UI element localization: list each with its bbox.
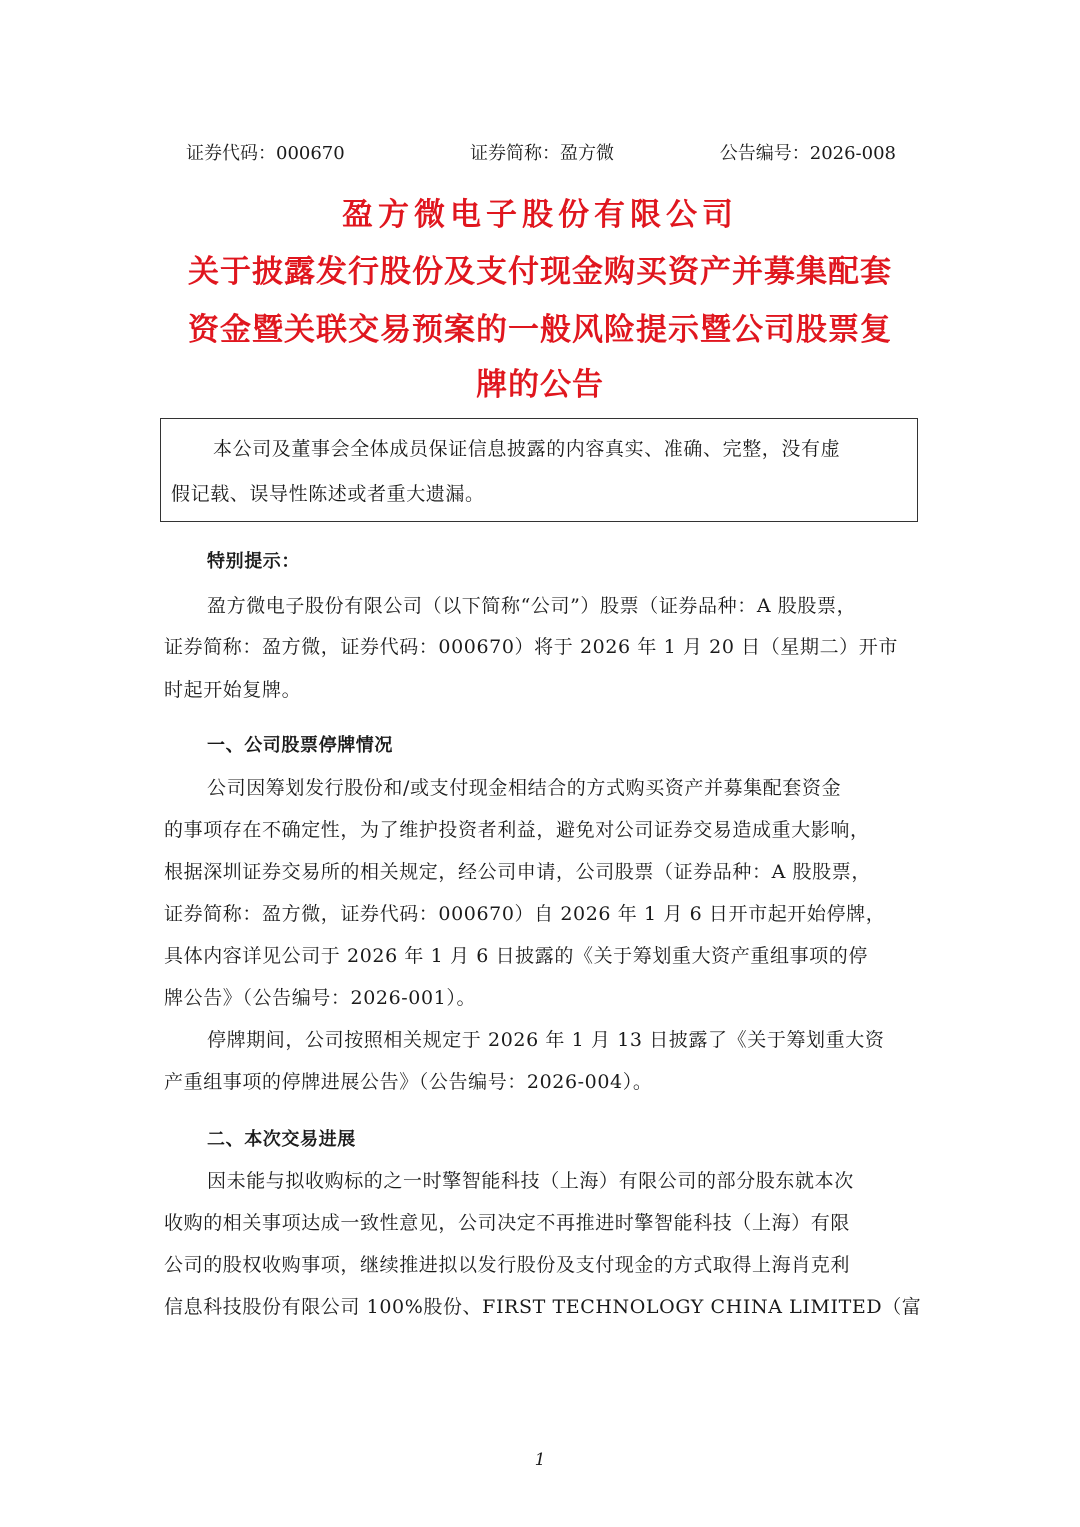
security-code: 证券代码：000670	[186, 143, 345, 164]
disclaimer-line-2: 假记载、误导性陈述或者重大遗漏。	[171, 483, 485, 505]
section2-line-1: 因未能与拟收购标的之一时擎智能科技（上海）有限公司的部分股东就本次	[207, 1170, 854, 1192]
disclaimer-box	[160, 418, 918, 522]
notice-number: 公告编号：2026-008	[719, 143, 896, 164]
title-line-4: 牌的公告	[476, 367, 604, 403]
section2-line-3: 公司的股权收购事项，继续推进拟以发行股份及支付现金的方式取得上海肖克利	[164, 1254, 851, 1276]
section2-heading: 二、本次交易进展	[207, 1129, 356, 1150]
section1-line-2: 的事项存在不确定性，为了维护投资者利益，避免对公司证券交易造成重大影响，	[164, 819, 870, 841]
special-heading: 特别提示：	[207, 551, 300, 572]
section2-line-4: 信息科技股份有限公司 100%股份、FIRST TECHNOLOGY CHINA LIMITED（富	[164, 1296, 922, 1318]
section1-line-4: 证券简称：盈方微，证券代码：000670）自 2026 年 1 月 6 日开市起开始停牌，	[164, 903, 886, 925]
title-line-2: 关于披露发行股份及支付现金购买资产并募集配套	[188, 254, 892, 290]
section1-line-5: 具体内容详见公司于 2026 年 1 月 6 日披露的《关于筹划重大资产重组事项的停	[164, 945, 868, 967]
section1-line-6: 牌公告》（公告编号：2026-001）。	[164, 987, 477, 1009]
special-line-3: 时起开始复牌。	[164, 679, 302, 701]
security-abbreviation: 证券简称：盈方微	[470, 143, 614, 164]
page-number: 1	[534, 1450, 546, 1470]
section1-line-1: 公司因筹划发行股份和/或支付现金相结合的方式购买资产并募集配套资金	[207, 777, 842, 799]
title-line-3: 资金暨关联交易预案的一般风险提示暨公司股票复	[188, 312, 892, 348]
disclaimer-line-1: 本公司及董事会全体成员保证信息披露的内容真实、准确、完整，没有虚	[213, 438, 841, 460]
section1-line-7: 停牌期间，公司按照相关规定于 2026 年 1 月 13 日披露了《关于筹划重大资	[207, 1029, 885, 1051]
section1-line-3: 根据深圳证券交易所的相关规定，经公司申请，公司股票（证券品种：A 股股票，	[164, 861, 871, 883]
section1-heading: 一、公司股票停牌情况	[207, 735, 393, 756]
title-line-1: 盈方微电子股份有限公司	[342, 197, 738, 233]
section1-line-8: 产重组事项的停牌进展公告》（公告编号：2026-004）。	[164, 1071, 653, 1093]
section2-line-2: 收购的相关事项达成一致性意见，公司决定不再推进时擎智能科技（上海）有限	[164, 1212, 851, 1234]
security-header	[186, 140, 896, 168]
special-line-1: 盈方微电子股份有限公司（以下简称“公司”）股票（证券品种：A 股股票，	[207, 595, 857, 617]
special-line-2: 证券简称：盈方微，证券代码：000670）将于 2026 年 1 月 20 日（星期二）开市	[164, 636, 898, 658]
